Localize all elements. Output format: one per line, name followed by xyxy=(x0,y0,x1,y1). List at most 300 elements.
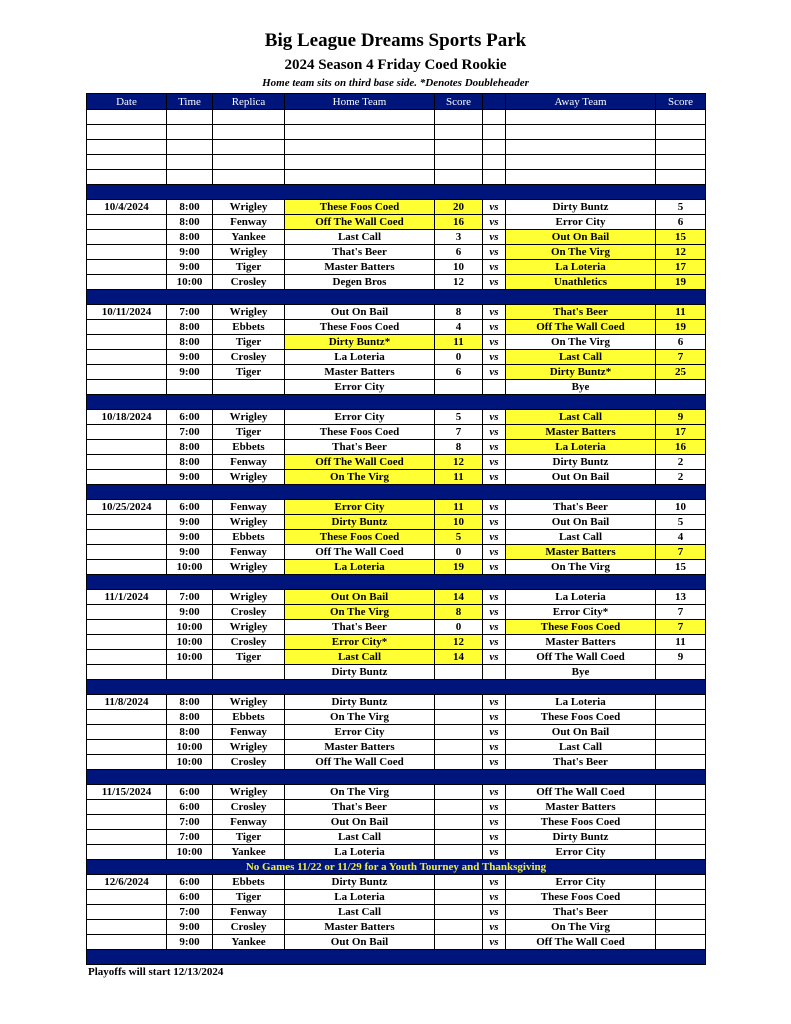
col-replica: Replica xyxy=(213,94,285,110)
away-score xyxy=(656,710,706,725)
vs-label: vs xyxy=(483,305,506,320)
blank-row xyxy=(87,155,706,170)
blank-cell xyxy=(483,155,506,170)
game-row xyxy=(87,905,706,920)
game-time: 8:00 xyxy=(167,695,213,710)
game-date: 11/15/2024 xyxy=(87,785,167,800)
game-replica: Tiger xyxy=(213,365,285,380)
blank-cell xyxy=(435,125,483,140)
home-team: Out On Bail xyxy=(285,815,435,830)
game-date: 12/6/2024 xyxy=(87,875,167,890)
vs-label: vs xyxy=(483,590,506,605)
blank-cell xyxy=(87,170,167,185)
home-team: Error City xyxy=(285,380,435,395)
home-score xyxy=(435,725,483,740)
game-replica: Crosley xyxy=(213,920,285,935)
away-team: On The Virg xyxy=(506,920,656,935)
home-score: 14 xyxy=(435,650,483,665)
home-team: That's Beer xyxy=(285,245,435,260)
home-team: These Foos Coed xyxy=(285,200,435,215)
away-team: La Loteria xyxy=(506,440,656,455)
vs-label: vs xyxy=(483,515,506,530)
game-time: 9:00 xyxy=(167,515,213,530)
away-score: 6 xyxy=(656,215,706,230)
away-team: That's Beer xyxy=(506,305,656,320)
game-date xyxy=(87,260,167,275)
away-team: Dirty Buntz xyxy=(506,200,656,215)
separator-band xyxy=(87,290,706,305)
game-date: 11/8/2024 xyxy=(87,695,167,710)
game-date xyxy=(87,935,167,950)
game-date xyxy=(87,800,167,815)
vs-label: vs xyxy=(483,275,506,290)
game-time: 6:00 xyxy=(167,890,213,905)
vs-label: vs xyxy=(483,695,506,710)
home-team: Off The Wall Coed xyxy=(285,455,435,470)
game-row xyxy=(87,815,706,830)
vs-label: vs xyxy=(483,905,506,920)
game-replica: Wrigley xyxy=(213,620,285,635)
col-vs xyxy=(483,94,506,110)
col-home-score: Score xyxy=(435,94,483,110)
game-replica: Fenway xyxy=(213,215,285,230)
game-replica: Wrigley xyxy=(213,740,285,755)
game-time: 8:00 xyxy=(167,320,213,335)
home-team: Master Batters xyxy=(285,920,435,935)
game-date xyxy=(87,620,167,635)
away-team: Off The Wall Coed xyxy=(506,785,656,800)
game-time: 10:00 xyxy=(167,755,213,770)
blank-cell xyxy=(285,110,435,125)
game-replica: Ebbets xyxy=(213,875,285,890)
game-time: 7:00 xyxy=(167,425,213,440)
away-team: On The Virg xyxy=(506,335,656,350)
away-score xyxy=(656,695,706,710)
away-team: Last Call xyxy=(506,530,656,545)
home-team: Error City xyxy=(285,725,435,740)
away-score xyxy=(656,875,706,890)
home-score: 11 xyxy=(435,470,483,485)
away-score xyxy=(656,665,706,680)
game-row xyxy=(87,200,706,215)
game-row xyxy=(87,635,706,650)
game-replica: Tiger xyxy=(213,890,285,905)
game-time: 8:00 xyxy=(167,710,213,725)
away-team: That's Beer xyxy=(506,500,656,515)
separator-band xyxy=(87,950,706,965)
blank-cell xyxy=(435,170,483,185)
game-date xyxy=(87,230,167,245)
vs-label xyxy=(483,380,506,395)
game-row xyxy=(87,410,706,425)
home-team: Off The Wall Coed xyxy=(285,755,435,770)
game-time: 9:00 xyxy=(167,530,213,545)
game-time: 10:00 xyxy=(167,620,213,635)
blank-cell xyxy=(506,140,656,155)
away-score: 10 xyxy=(656,500,706,515)
game-time: 7:00 xyxy=(167,905,213,920)
blank-cell xyxy=(506,110,656,125)
away-score: 25 xyxy=(656,365,706,380)
away-score: 13 xyxy=(656,590,706,605)
blank-cell xyxy=(483,170,506,185)
away-score: 17 xyxy=(656,425,706,440)
game-replica: Fenway xyxy=(213,545,285,560)
game-date xyxy=(87,845,167,860)
game-time: 6:00 xyxy=(167,785,213,800)
home-team: Degen Bros xyxy=(285,275,435,290)
home-team: Last Call xyxy=(285,830,435,845)
away-team: La Loteria xyxy=(506,260,656,275)
home-score: 8 xyxy=(435,440,483,455)
game-date xyxy=(87,215,167,230)
blank-cell xyxy=(483,125,506,140)
home-score xyxy=(435,920,483,935)
home-score xyxy=(435,890,483,905)
away-team: Last Call xyxy=(506,740,656,755)
away-team: Dirty Buntz* xyxy=(506,365,656,380)
home-team: Error City* xyxy=(285,635,435,650)
game-row xyxy=(87,620,706,635)
game-row xyxy=(87,665,706,680)
game-row xyxy=(87,245,706,260)
game-time: 9:00 xyxy=(167,260,213,275)
game-replica: Crosley xyxy=(213,755,285,770)
away-score xyxy=(656,845,706,860)
game-replica: Wrigley xyxy=(213,590,285,605)
vs-label: vs xyxy=(483,410,506,425)
game-time: 9:00 xyxy=(167,935,213,950)
game-date xyxy=(87,650,167,665)
away-team: On The Virg xyxy=(506,245,656,260)
game-time: 6:00 xyxy=(167,875,213,890)
game-date xyxy=(87,440,167,455)
playoffs-note: Playoffs will start 12/13/2024 xyxy=(88,966,224,978)
game-time: 9:00 xyxy=(167,545,213,560)
home-score: 7 xyxy=(435,425,483,440)
away-team: Off The Wall Coed xyxy=(506,935,656,950)
week-separator xyxy=(87,185,706,200)
home-score xyxy=(435,755,483,770)
home-score: 6 xyxy=(435,365,483,380)
game-time: 8:00 xyxy=(167,335,213,350)
game-date xyxy=(87,890,167,905)
away-score xyxy=(656,800,706,815)
game-replica: Ebbets xyxy=(213,710,285,725)
vs-label: vs xyxy=(483,200,506,215)
schedule-table xyxy=(86,93,706,965)
game-row xyxy=(87,320,706,335)
game-row xyxy=(87,650,706,665)
blank-cell xyxy=(506,125,656,140)
away-team: These Foos Coed xyxy=(506,620,656,635)
away-score xyxy=(656,740,706,755)
game-replica: Fenway xyxy=(213,815,285,830)
home-team: Off The Wall Coed xyxy=(285,545,435,560)
home-score xyxy=(435,740,483,755)
blank-cell xyxy=(435,110,483,125)
game-date xyxy=(87,740,167,755)
notice-text: No Games 11/22 or 11/29 for a Youth Tourney and Thanksgiving xyxy=(87,860,706,875)
game-row xyxy=(87,275,706,290)
game-time: 10:00 xyxy=(167,650,213,665)
away-score: 6 xyxy=(656,335,706,350)
home-team: Master Batters xyxy=(285,260,435,275)
game-time xyxy=(167,380,213,395)
away-team: Last Call xyxy=(506,350,656,365)
away-score xyxy=(656,380,706,395)
home-score: 12 xyxy=(435,635,483,650)
vs-label: vs xyxy=(483,890,506,905)
away-score xyxy=(656,785,706,800)
game-date xyxy=(87,665,167,680)
game-time: 6:00 xyxy=(167,410,213,425)
home-score xyxy=(435,815,483,830)
game-row xyxy=(87,800,706,815)
game-row xyxy=(87,920,706,935)
game-replica: Wrigley xyxy=(213,695,285,710)
vs-label: vs xyxy=(483,455,506,470)
away-score: 19 xyxy=(656,320,706,335)
game-time: 8:00 xyxy=(167,440,213,455)
home-team: Error City xyxy=(285,410,435,425)
home-team: Last Call xyxy=(285,650,435,665)
away-team: Master Batters xyxy=(506,635,656,650)
game-time: 7:00 xyxy=(167,815,213,830)
separator-band xyxy=(87,680,706,695)
home-score xyxy=(435,845,483,860)
game-row xyxy=(87,560,706,575)
vs-label: vs xyxy=(483,620,506,635)
game-date xyxy=(87,335,167,350)
game-date xyxy=(87,605,167,620)
blank-cell xyxy=(285,170,435,185)
blank-cell xyxy=(483,140,506,155)
game-time: 10:00 xyxy=(167,635,213,650)
game-date xyxy=(87,425,167,440)
away-team: Off The Wall Coed xyxy=(506,320,656,335)
blank-cell xyxy=(656,125,706,140)
vs-label: vs xyxy=(483,560,506,575)
week-separator xyxy=(87,290,706,305)
game-row xyxy=(87,830,706,845)
game-time: 9:00 xyxy=(167,350,213,365)
game-row xyxy=(87,545,706,560)
game-date xyxy=(87,635,167,650)
game-row xyxy=(87,350,706,365)
home-score: 5 xyxy=(435,530,483,545)
game-row xyxy=(87,725,706,740)
game-date xyxy=(87,320,167,335)
vs-label: vs xyxy=(483,800,506,815)
away-team: Error City xyxy=(506,215,656,230)
game-date xyxy=(87,365,167,380)
home-score xyxy=(435,800,483,815)
game-date: 10/25/2024 xyxy=(87,500,167,515)
home-team: On The Virg xyxy=(285,785,435,800)
game-time: 9:00 xyxy=(167,920,213,935)
game-row xyxy=(87,365,706,380)
home-score: 12 xyxy=(435,455,483,470)
game-time: 8:00 xyxy=(167,455,213,470)
away-team: Out On Bail xyxy=(506,515,656,530)
home-score: 11 xyxy=(435,335,483,350)
away-score: 7 xyxy=(656,605,706,620)
blank-cell xyxy=(213,110,285,125)
week-separator xyxy=(87,950,706,965)
game-date: 10/18/2024 xyxy=(87,410,167,425)
game-time: 10:00 xyxy=(167,845,213,860)
notice-row xyxy=(87,860,706,875)
away-team: Master Batters xyxy=(506,425,656,440)
blank-cell xyxy=(87,140,167,155)
home-team: Dirty Buntz xyxy=(285,665,435,680)
away-score: 4 xyxy=(656,530,706,545)
vs-label: vs xyxy=(483,725,506,740)
blank-cell xyxy=(435,140,483,155)
week-separator xyxy=(87,770,706,785)
away-score: 2 xyxy=(656,455,706,470)
away-team: Unathletics xyxy=(506,275,656,290)
game-time: 6:00 xyxy=(167,500,213,515)
vs-label: vs xyxy=(483,320,506,335)
vs-label: vs xyxy=(483,425,506,440)
game-row xyxy=(87,935,706,950)
game-time: 8:00 xyxy=(167,725,213,740)
game-replica: Crosley xyxy=(213,605,285,620)
home-score: 20 xyxy=(435,200,483,215)
home-team: That's Beer xyxy=(285,620,435,635)
home-score: 3 xyxy=(435,230,483,245)
header-note: Home team sits on third base side. *Denotes Doubleheader xyxy=(262,77,529,89)
vs-label: vs xyxy=(483,815,506,830)
away-team: These Foos Coed xyxy=(506,710,656,725)
blank-cell xyxy=(213,140,285,155)
away-score: 11 xyxy=(656,635,706,650)
home-score: 8 xyxy=(435,305,483,320)
home-team: La Loteria xyxy=(285,350,435,365)
game-time: 9:00 xyxy=(167,245,213,260)
blank-cell xyxy=(285,125,435,140)
game-date xyxy=(87,275,167,290)
game-replica: Fenway xyxy=(213,500,285,515)
home-team: On The Virg xyxy=(285,470,435,485)
game-replica: Wrigley xyxy=(213,785,285,800)
away-score: 15 xyxy=(656,560,706,575)
home-team: Out On Bail xyxy=(285,305,435,320)
game-replica xyxy=(213,380,285,395)
game-date xyxy=(87,380,167,395)
vs-label: vs xyxy=(483,365,506,380)
home-score: 0 xyxy=(435,350,483,365)
separator-band xyxy=(87,575,706,590)
game-date xyxy=(87,815,167,830)
away-team: That's Beer xyxy=(506,905,656,920)
home-team: These Foos Coed xyxy=(285,425,435,440)
vs-label: vs xyxy=(483,440,506,455)
game-row xyxy=(87,785,706,800)
away-team: That's Beer xyxy=(506,755,656,770)
separator-band xyxy=(87,485,706,500)
blank-cell xyxy=(483,110,506,125)
game-replica: Tiger xyxy=(213,260,285,275)
column-header-row xyxy=(87,94,706,110)
home-score: 5 xyxy=(435,410,483,425)
vs-label: vs xyxy=(483,260,506,275)
game-replica: Yankee xyxy=(213,230,285,245)
game-row xyxy=(87,425,706,440)
away-team: Master Batters xyxy=(506,545,656,560)
vs-label: vs xyxy=(483,650,506,665)
game-date xyxy=(87,755,167,770)
game-replica xyxy=(213,665,285,680)
blank-cell xyxy=(87,155,167,170)
game-row xyxy=(87,845,706,860)
blank-row xyxy=(87,110,706,125)
blank-cell xyxy=(435,155,483,170)
home-score: 4 xyxy=(435,320,483,335)
home-team: That's Beer xyxy=(285,800,435,815)
game-time: 9:00 xyxy=(167,605,213,620)
page-subtitle: 2024 Season 4 Friday Coed Rookie xyxy=(284,57,507,73)
blank-cell xyxy=(506,170,656,185)
game-date xyxy=(87,905,167,920)
home-score xyxy=(435,710,483,725)
away-team: Error City xyxy=(506,845,656,860)
vs-label: vs xyxy=(483,830,506,845)
home-score xyxy=(435,380,483,395)
week-separator xyxy=(87,485,706,500)
game-row xyxy=(87,755,706,770)
game-date xyxy=(87,830,167,845)
game-replica: Tiger xyxy=(213,425,285,440)
blank-cell xyxy=(213,155,285,170)
vs-label: vs xyxy=(483,875,506,890)
home-score: 6 xyxy=(435,245,483,260)
game-time: 10:00 xyxy=(167,740,213,755)
away-score xyxy=(656,755,706,770)
away-score: 16 xyxy=(656,440,706,455)
home-team: Out On Bail xyxy=(285,935,435,950)
home-team: Dirty Buntz xyxy=(285,875,435,890)
away-score: 9 xyxy=(656,650,706,665)
home-team: On The Virg xyxy=(285,605,435,620)
game-date xyxy=(87,545,167,560)
game-time: 9:00 xyxy=(167,470,213,485)
away-score: 7 xyxy=(656,545,706,560)
vs-label: vs xyxy=(483,785,506,800)
col-time: Time xyxy=(167,94,213,110)
game-replica: Ebbets xyxy=(213,440,285,455)
vs-label: vs xyxy=(483,935,506,950)
separator-band xyxy=(87,770,706,785)
game-date xyxy=(87,515,167,530)
home-score: 11 xyxy=(435,500,483,515)
away-score: 7 xyxy=(656,350,706,365)
blank-cell xyxy=(213,125,285,140)
away-team: On The Virg xyxy=(506,560,656,575)
game-replica: Ebbets xyxy=(213,320,285,335)
home-score: 12 xyxy=(435,275,483,290)
home-team: Last Call xyxy=(285,230,435,245)
home-team: Error City xyxy=(285,500,435,515)
game-date: 10/4/2024 xyxy=(87,200,167,215)
game-replica: Fenway xyxy=(213,455,285,470)
col-date: Date xyxy=(87,94,167,110)
away-score xyxy=(656,890,706,905)
away-score xyxy=(656,830,706,845)
game-row xyxy=(87,440,706,455)
